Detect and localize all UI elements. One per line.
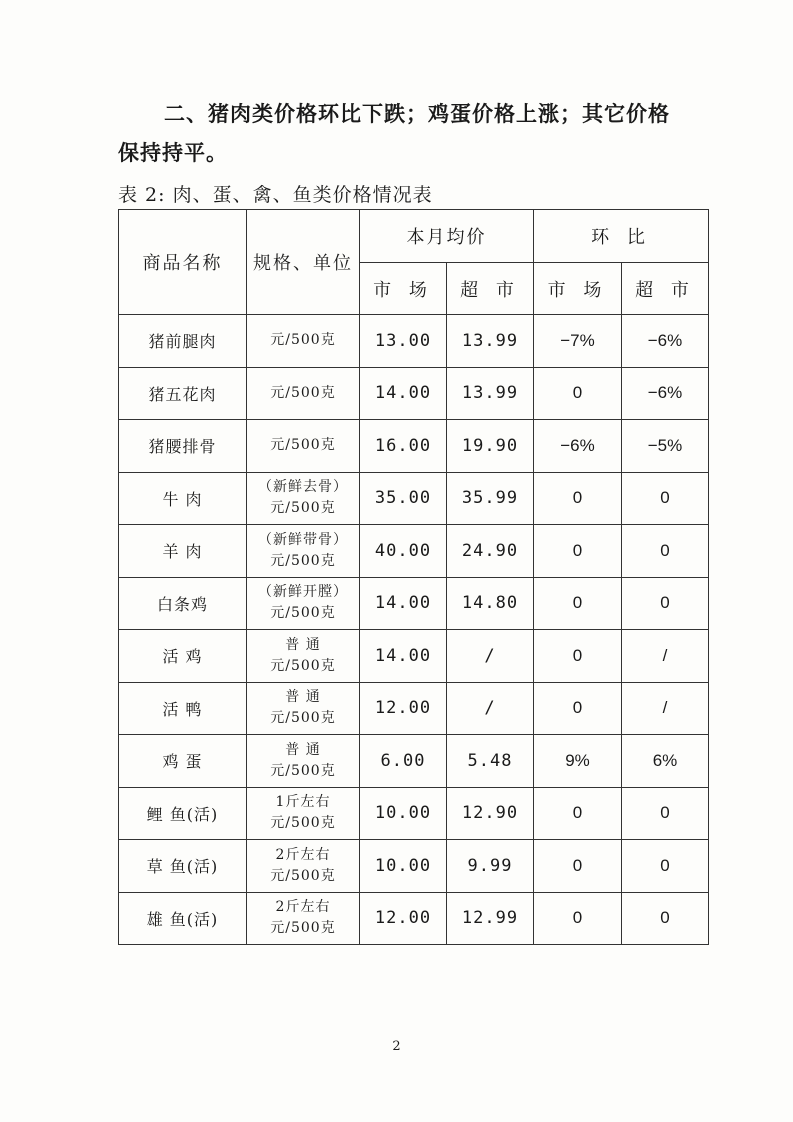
mom-supermarket-cell: 6% bbox=[622, 735, 709, 788]
mom-market-cell: 9% bbox=[534, 735, 622, 788]
avg-supermarket-price-cell: 24.90 bbox=[447, 525, 534, 578]
header-avg-market: 市 场 bbox=[360, 263, 447, 315]
product-name-cell: 猪五花肉 bbox=[119, 367, 247, 420]
mom-supermarket-cell: −5% bbox=[622, 420, 709, 473]
avg-market-price-cell: 6.00 bbox=[360, 735, 447, 788]
mom-market-cell: −7% bbox=[534, 315, 622, 368]
mom-supermarket-cell: 0 bbox=[622, 472, 709, 525]
avg-market-price-cell: 10.00 bbox=[360, 840, 447, 893]
avg-market-price-cell: 13.00 bbox=[360, 315, 447, 368]
spec-line-1: （新鲜带骨） bbox=[258, 531, 348, 548]
spec-unit-cell bbox=[247, 840, 360, 893]
mom-market-cell: 0 bbox=[534, 367, 622, 420]
avg-supermarket-price-cell: 5.48 bbox=[447, 735, 534, 788]
spec-unit-cell bbox=[247, 577, 360, 630]
avg-supermarket-price-cell: 9.99 bbox=[447, 840, 534, 893]
mom-market-cell: −6% bbox=[534, 420, 622, 473]
mom-market-cell: 0 bbox=[534, 525, 622, 578]
avg-market-price-cell: 14.00 bbox=[360, 367, 447, 420]
mom-market-cell: 0 bbox=[534, 577, 622, 630]
avg-supermarket-price-cell: 12.99 bbox=[447, 892, 534, 945]
avg-supermarket-price-cell: 35.99 bbox=[447, 472, 534, 525]
avg-market-price-cell: 14.00 bbox=[360, 577, 447, 630]
price-table bbox=[118, 209, 709, 945]
avg-supermarket-price-cell: / bbox=[447, 630, 534, 683]
section-heading: 二、猪肉类价格环比下跌；鸡蛋价格上涨；其它价格保持持平。 bbox=[118, 101, 670, 165]
product-name-cell: 活 鸭 bbox=[119, 682, 247, 735]
spec-line-2: 元/500克 bbox=[270, 500, 336, 517]
header-product-name: 商品名称 bbox=[119, 210, 247, 315]
spec-line-2: 元/500克 bbox=[270, 815, 336, 832]
header-spec-unit: 规格、单位 bbox=[247, 210, 360, 315]
table-row bbox=[119, 630, 709, 683]
table-row bbox=[119, 525, 709, 578]
avg-market-price-cell: 12.00 bbox=[360, 682, 447, 735]
table-row bbox=[119, 367, 709, 420]
page-number: 2 bbox=[392, 1039, 401, 1054]
spec-unit-cell bbox=[247, 892, 360, 945]
spec-line-2: 元/500克 bbox=[270, 762, 336, 779]
table-row bbox=[119, 682, 709, 735]
spec-unit-cell bbox=[247, 420, 360, 473]
product-name-cell: 猪前腿肉 bbox=[119, 315, 247, 368]
spec-unit-cell bbox=[247, 525, 360, 578]
spec-line-1: （新鲜开膛） bbox=[258, 584, 348, 601]
spec-line-2: 元/500克 bbox=[270, 657, 336, 674]
mom-supermarket-cell: −6% bbox=[622, 315, 709, 368]
spec-unit-cell bbox=[247, 367, 360, 420]
mom-supermarket-cell: 0 bbox=[622, 892, 709, 945]
avg-market-price-cell: 10.00 bbox=[360, 787, 447, 840]
header-monthly-average-price: 本月均价 bbox=[360, 210, 534, 263]
product-name-cell: 鲤 鱼(活) bbox=[119, 787, 247, 840]
mom-supermarket-cell: / bbox=[622, 682, 709, 735]
avg-market-price-cell: 12.00 bbox=[360, 892, 447, 945]
mom-market-cell: 0 bbox=[534, 682, 622, 735]
avg-supermarket-price-cell: / bbox=[447, 682, 534, 735]
spec-line-1: 普 通 bbox=[285, 636, 321, 653]
mom-market-cell: 0 bbox=[534, 472, 622, 525]
product-name-cell: 牛 肉 bbox=[119, 472, 247, 525]
product-name-cell: 鸡 蛋 bbox=[119, 735, 247, 788]
mom-market-cell: 0 bbox=[534, 787, 622, 840]
spec-line-1: 普 通 bbox=[285, 689, 321, 706]
spec-line-1: 2斤左右 bbox=[275, 846, 331, 863]
avg-supermarket-price-cell: 14.80 bbox=[447, 577, 534, 630]
table-row bbox=[119, 472, 709, 525]
spec-line-2: 元/500克 bbox=[270, 710, 336, 727]
avg-market-price-cell: 16.00 bbox=[360, 420, 447, 473]
table-row bbox=[119, 420, 709, 473]
mom-market-cell: 0 bbox=[534, 892, 622, 945]
product-name-cell: 羊 肉 bbox=[119, 525, 247, 578]
spec-line-1: 1斤左右 bbox=[275, 794, 331, 811]
header-mom-supermarket: 超 市 bbox=[622, 263, 709, 315]
mom-market-cell: 0 bbox=[534, 840, 622, 893]
spec-line-1: 元/500克 bbox=[270, 332, 336, 349]
spec-line-1: 元/500克 bbox=[270, 437, 336, 454]
avg-supermarket-price-cell: 12.90 bbox=[447, 787, 534, 840]
product-name-cell: 草 鱼(活) bbox=[119, 840, 247, 893]
avg-market-price-cell: 14.00 bbox=[360, 630, 447, 683]
mom-supermarket-cell: −6% bbox=[622, 367, 709, 420]
spec-line-1: （新鲜去骨） bbox=[258, 479, 348, 496]
header-month-on-month: 环 比 bbox=[534, 210, 709, 263]
spec-unit-cell bbox=[247, 315, 360, 368]
mom-supermarket-cell: 0 bbox=[622, 577, 709, 630]
avg-market-price-cell: 40.00 bbox=[360, 525, 447, 578]
table-row bbox=[119, 735, 709, 788]
product-name-cell: 猪腰排骨 bbox=[119, 420, 247, 473]
avg-supermarket-price-cell: 19.90 bbox=[447, 420, 534, 473]
spec-line-1: 2斤左右 bbox=[275, 899, 331, 916]
table-row bbox=[119, 840, 709, 893]
spec-line-2: 元/500克 bbox=[270, 867, 336, 884]
product-name-cell: 活 鸡 bbox=[119, 630, 247, 683]
mom-supermarket-cell: 0 bbox=[622, 787, 709, 840]
product-name-cell: 白条鸡 bbox=[119, 577, 247, 630]
spec-line-2: 元/500克 bbox=[270, 552, 336, 569]
table-row bbox=[119, 787, 709, 840]
header-mom-market: 市 场 bbox=[534, 263, 622, 315]
avg-supermarket-price-cell: 13.99 bbox=[447, 367, 534, 420]
avg-market-price-cell: 35.00 bbox=[360, 472, 447, 525]
table-caption: 表 2: 肉、蛋、禽、鱼类价格情况表 bbox=[118, 184, 433, 206]
spec-line-1: 元/500克 bbox=[270, 384, 336, 401]
spec-line-1: 普 通 bbox=[285, 741, 321, 758]
table-body bbox=[119, 315, 709, 945]
spec-line-2: 元/500克 bbox=[270, 605, 336, 622]
product-name-cell: 雄 鱼(活) bbox=[119, 892, 247, 945]
spec-unit-cell bbox=[247, 472, 360, 525]
mom-supermarket-cell: 0 bbox=[622, 840, 709, 893]
table-row bbox=[119, 577, 709, 630]
spec-unit-cell bbox=[247, 682, 360, 735]
mom-supermarket-cell: 0 bbox=[622, 525, 709, 578]
spec-unit-cell bbox=[247, 630, 360, 683]
table-row bbox=[119, 315, 709, 368]
mom-market-cell: 0 bbox=[534, 630, 622, 683]
table-row bbox=[119, 892, 709, 945]
avg-supermarket-price-cell: 13.99 bbox=[447, 315, 534, 368]
spec-unit-cell bbox=[247, 735, 360, 788]
mom-supermarket-cell: / bbox=[622, 630, 709, 683]
spec-line-2: 元/500克 bbox=[270, 920, 336, 937]
spec-unit-cell bbox=[247, 787, 360, 840]
header-avg-supermarket: 超 市 bbox=[447, 263, 534, 315]
